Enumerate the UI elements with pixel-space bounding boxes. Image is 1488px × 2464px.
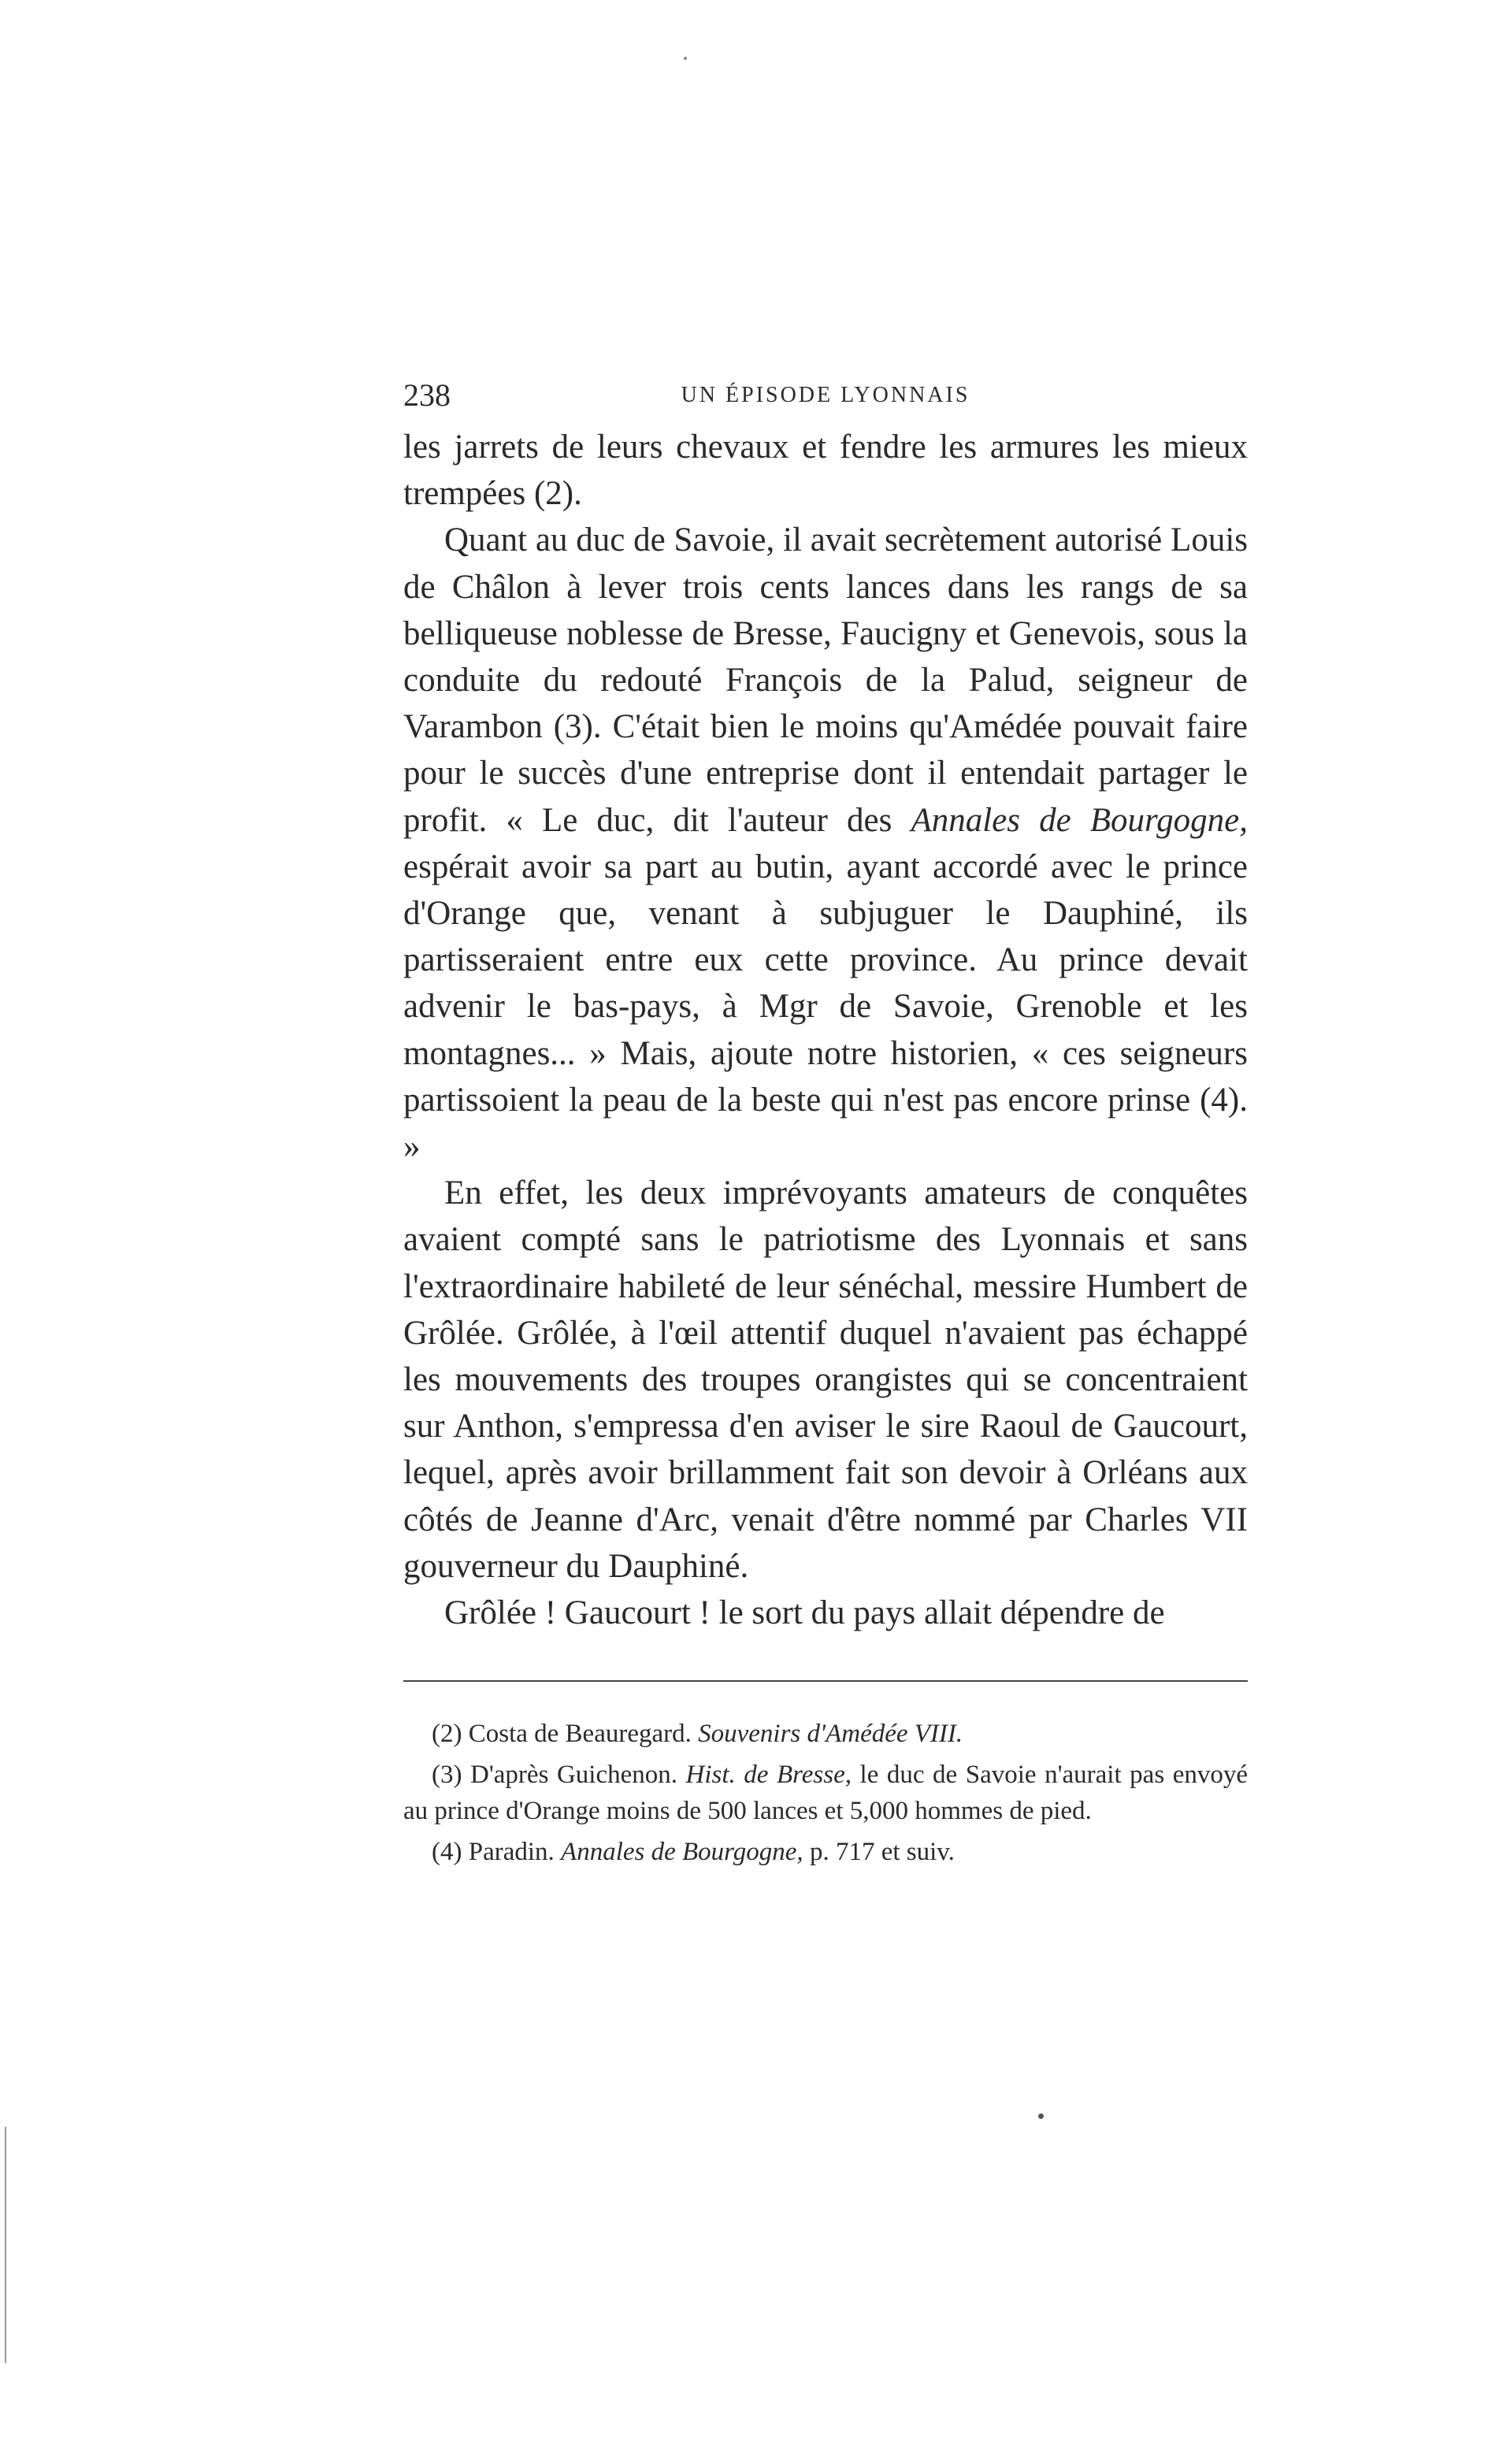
italic-title: Annales de Bourgogne, [561,1838,803,1866]
paragraph [403,1590,1248,1636]
footnote [403,1716,1248,1752]
paragraph [403,1170,1248,1590]
paragraph [403,517,1248,1170]
text-run: En effet, les deux imprévoyants amateurs de conquêtes avaient compté sans le patriotisme des Lyonnais et sans l'extraordinaire habileté de leur sénéchal, messire Humbert de Grôlée. Grôlée, à l'œil attentif duquel n'avaient pas échappé les mouvements des troupes orangistes qui se concentraient sur Anthon, s'empressa d'en aviser le sire Raoul de Gaucourt, lequel, après avoir brillamment fait son devoir à Orléans aux côtés de Jeanne d'Arc, venait d'être nommé par Charles VII gouverneur du Dauphiné. [403,1174,1248,1585]
italic-title: Hist. de Bresse, [685,1761,852,1789]
scan-dot-mark [684,57,687,60]
body-text [403,424,1248,1636]
text-run: espérait avoir sa part au butin, ayant accordé avec le prince d'Orange que, venant à subjuguer le Dauphiné, ils partisseraient entre eux cette province. Au prince devait advenir le bas-pays, à Mgr de Savoie, Grenoble et les montagnes... » Mais, ajoute notre historien, « ces seigneurs partissoient la peau de la beste qui n'est pas encore prinse (4). » [403,848,1248,1166]
text-run: (3) D'après Guichenon. [432,1761,686,1789]
text-run: (4) Paradin. [432,1838,562,1866]
text-run: les jarrets de leurs chevaux et fendre les armures les mieux trempées (2). [403,429,1248,513]
scan-dot-mark [1038,2113,1044,2119]
italic-title: Annales de Bourgogne, [911,801,1248,839]
text-run: Quant au duc de Savoie, il avait secrètement autorisé Louis de Châlon à lever trois cents lances dans les rangs de sa belliqueuse noblesse de Bresse, Faucigny et Genevois, sous la conduite du redouté François de la Palud, seigneur de Varambon (3). C'était bien le moins qu'Amédée pouvait faire pour le succès d'une entreprise dont il entendait partager le profit. « Le duc, dit l'auteur des [403,521,1248,839]
footnote [403,1834,1248,1870]
italic-title: Souvenirs d'Amédée VIII. [698,1720,963,1748]
footnote-divider [403,1680,1248,1682]
text-run: le duc de Savoie n'aurait pas envoyé au prince d'Orange moins de 500 lances et 5,000 hommes de pied. [403,1761,1248,1825]
scan-margin-mark [5,2127,6,2363]
footnote [403,1757,1248,1829]
page-number: 238 [403,377,451,413]
footnotes [403,1716,1248,1875]
text-run: (2) Costa de Beauregard. [432,1720,699,1748]
paragraph [403,424,1248,517]
running-title: UN ÉPISODE LYONNAIS [681,383,970,407]
text-run: Grôlée ! Gaucourt ! le sort du pays allait dépendre de [444,1594,1165,1632]
running-head [403,372,1248,419]
text-run: p. 717 et suiv. [803,1838,955,1866]
